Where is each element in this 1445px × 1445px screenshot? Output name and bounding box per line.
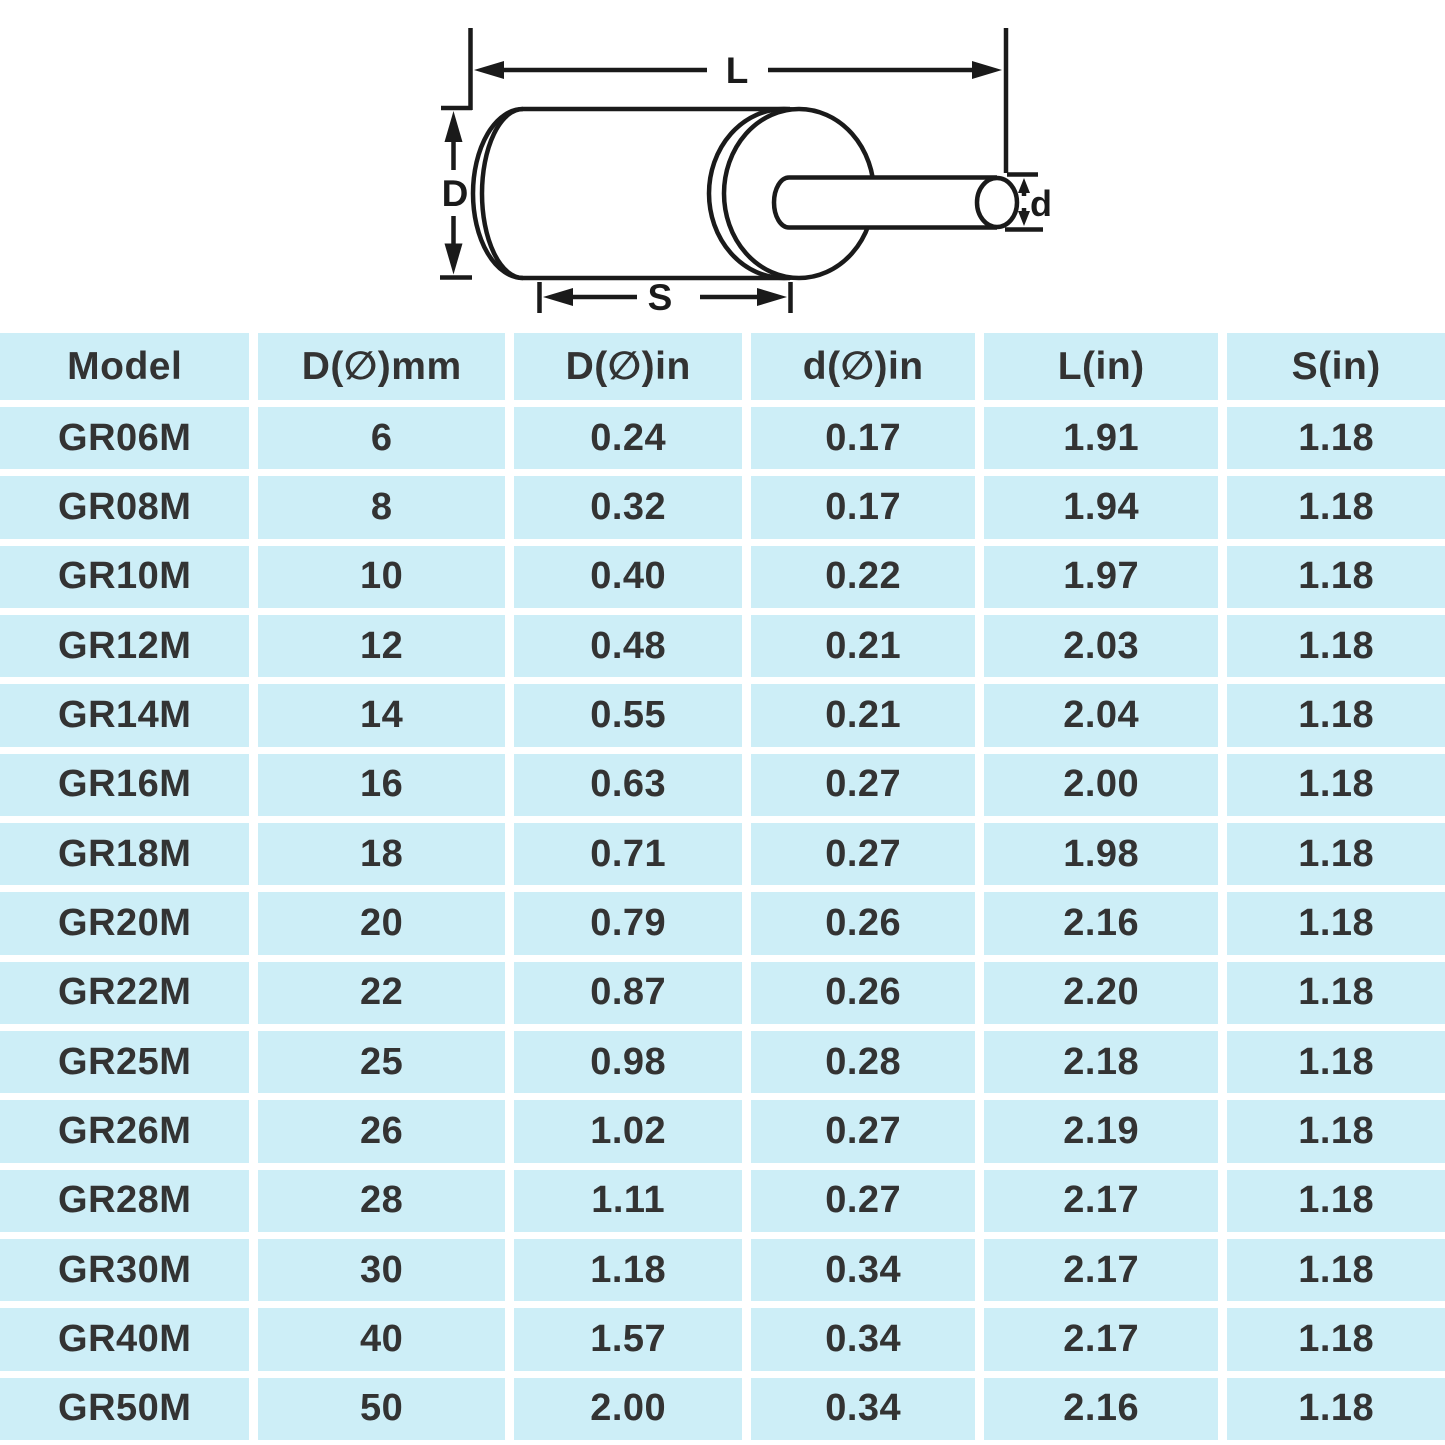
label-d: d [1030, 183, 1052, 224]
value-cell: 0.17 [751, 407, 975, 469]
value-cell: 1.91 [984, 407, 1219, 469]
model-cell: GR28M [0, 1170, 249, 1232]
value-cell: 1.18 [1227, 892, 1445, 954]
value-cell: 22 [258, 962, 504, 1024]
value-cell: 0.34 [751, 1378, 975, 1440]
value-cell: 0.98 [514, 1031, 743, 1093]
value-cell: 1.98 [984, 823, 1219, 885]
column-header-length-in: L(in) [984, 333, 1219, 400]
model-cell: GR20M [0, 892, 249, 954]
value-cell: 1.18 [514, 1239, 743, 1301]
model-cell: GR16M [0, 754, 249, 816]
value-cell: 0.32 [514, 476, 743, 538]
value-cell: 0.26 [751, 962, 975, 1024]
value-cell: 0.26 [751, 892, 975, 954]
value-cell: 14 [258, 684, 504, 746]
value-cell: 0.87 [514, 962, 743, 1024]
value-cell: 0.79 [514, 892, 743, 954]
model-cell: GR26M [0, 1100, 249, 1162]
value-cell: 2.18 [984, 1031, 1219, 1093]
value-cell: 1.18 [1227, 962, 1445, 1024]
column-header-model: Model [0, 333, 249, 400]
value-cell: 2.17 [984, 1170, 1219, 1232]
value-cell: 1.18 [1227, 1100, 1445, 1162]
model-cell: GR08M [0, 476, 249, 538]
value-cell: 2.00 [514, 1378, 743, 1440]
label-L: L [725, 50, 749, 91]
value-cell: 0.22 [751, 546, 975, 608]
model-cell: GR25M [0, 1031, 249, 1093]
value-cell: 8 [258, 476, 504, 538]
value-cell: 0.40 [514, 546, 743, 608]
value-cell: 2.20 [984, 962, 1219, 1024]
model-cell: GR40M [0, 1308, 249, 1370]
column-header-head-len-in: S(in) [1227, 333, 1445, 400]
value-cell: 1.18 [1227, 407, 1445, 469]
value-cell: 0.21 [751, 684, 975, 746]
column-header-d-in: D(∅)in [514, 333, 743, 400]
value-cell: 1.18 [1227, 1031, 1445, 1093]
model-cell: GR06M [0, 407, 249, 469]
value-cell: 1.18 [1227, 684, 1445, 746]
model-cell: GR30M [0, 1239, 249, 1301]
value-cell: 1.18 [1227, 546, 1445, 608]
label-S: S [647, 277, 673, 318]
value-cell: 1.18 [1227, 823, 1445, 885]
model-cell: GR18M [0, 823, 249, 885]
value-cell: 0.27 [751, 1100, 975, 1162]
model-cell: GR22M [0, 962, 249, 1024]
value-cell: 2.03 [984, 615, 1219, 677]
value-cell: 1.57 [514, 1308, 743, 1370]
value-cell: 0.63 [514, 754, 743, 816]
value-cell: 0.71 [514, 823, 743, 885]
value-cell: 1.18 [1227, 754, 1445, 816]
value-cell: 1.97 [984, 546, 1219, 608]
value-cell: 0.34 [751, 1308, 975, 1370]
model-cell: GR12M [0, 615, 249, 677]
value-cell: 0.27 [751, 823, 975, 885]
value-cell: 2.17 [984, 1308, 1219, 1370]
value-cell: 0.34 [751, 1239, 975, 1301]
value-cell: 2.04 [984, 684, 1219, 746]
value-cell: 0.48 [514, 615, 743, 677]
column-header-d-mm: D(∅)mm [258, 333, 504, 400]
value-cell: 20 [258, 892, 504, 954]
model-cell: GR50M [0, 1378, 249, 1440]
value-cell: 0.27 [751, 754, 975, 816]
value-cell: 0.24 [514, 407, 743, 469]
value-cell: 1.18 [1227, 615, 1445, 677]
shank [774, 178, 1017, 228]
spec-table [0, 333, 1445, 1440]
value-cell: 1.18 [1227, 1170, 1445, 1232]
value-cell: 6 [258, 407, 504, 469]
dimension-diagram [0, 0, 1445, 333]
value-cell: 12 [258, 615, 504, 677]
value-cell: 1.02 [514, 1100, 743, 1162]
value-cell: 1.18 [1227, 476, 1445, 538]
value-cell: 1.18 [1227, 1378, 1445, 1440]
model-cell: GR14M [0, 684, 249, 746]
spec-table-area [0, 333, 1445, 1445]
value-cell: 50 [258, 1378, 504, 1440]
value-cell: 1.94 [984, 476, 1219, 538]
column-header-shank-in: d(∅)in [751, 333, 975, 400]
value-cell: 2.00 [984, 754, 1219, 816]
dimension-diagram-area [0, 0, 1445, 333]
value-cell: 1.11 [514, 1170, 743, 1232]
dimension-S [540, 277, 791, 318]
value-cell: 10 [258, 546, 504, 608]
value-cell: 2.17 [984, 1239, 1219, 1301]
value-cell: 0.21 [751, 615, 975, 677]
value-cell: 26 [258, 1100, 504, 1162]
dimension-D [440, 108, 472, 278]
value-cell: 1.18 [1227, 1239, 1445, 1301]
model-cell: GR10M [0, 546, 249, 608]
value-cell: 0.17 [751, 476, 975, 538]
value-cell: 40 [258, 1308, 504, 1370]
value-cell: 0.28 [751, 1031, 975, 1093]
value-cell: 18 [258, 823, 504, 885]
value-cell: 0.55 [514, 684, 743, 746]
value-cell: 16 [258, 754, 504, 816]
value-cell: 2.16 [984, 1378, 1219, 1440]
value-cell: 25 [258, 1031, 504, 1093]
value-cell: 0.27 [751, 1170, 975, 1232]
value-cell: 1.18 [1227, 1308, 1445, 1370]
value-cell: 2.16 [984, 892, 1219, 954]
label-D: D [441, 173, 469, 214]
value-cell: 28 [258, 1170, 504, 1232]
value-cell: 2.19 [984, 1100, 1219, 1162]
value-cell: 30 [258, 1239, 504, 1301]
